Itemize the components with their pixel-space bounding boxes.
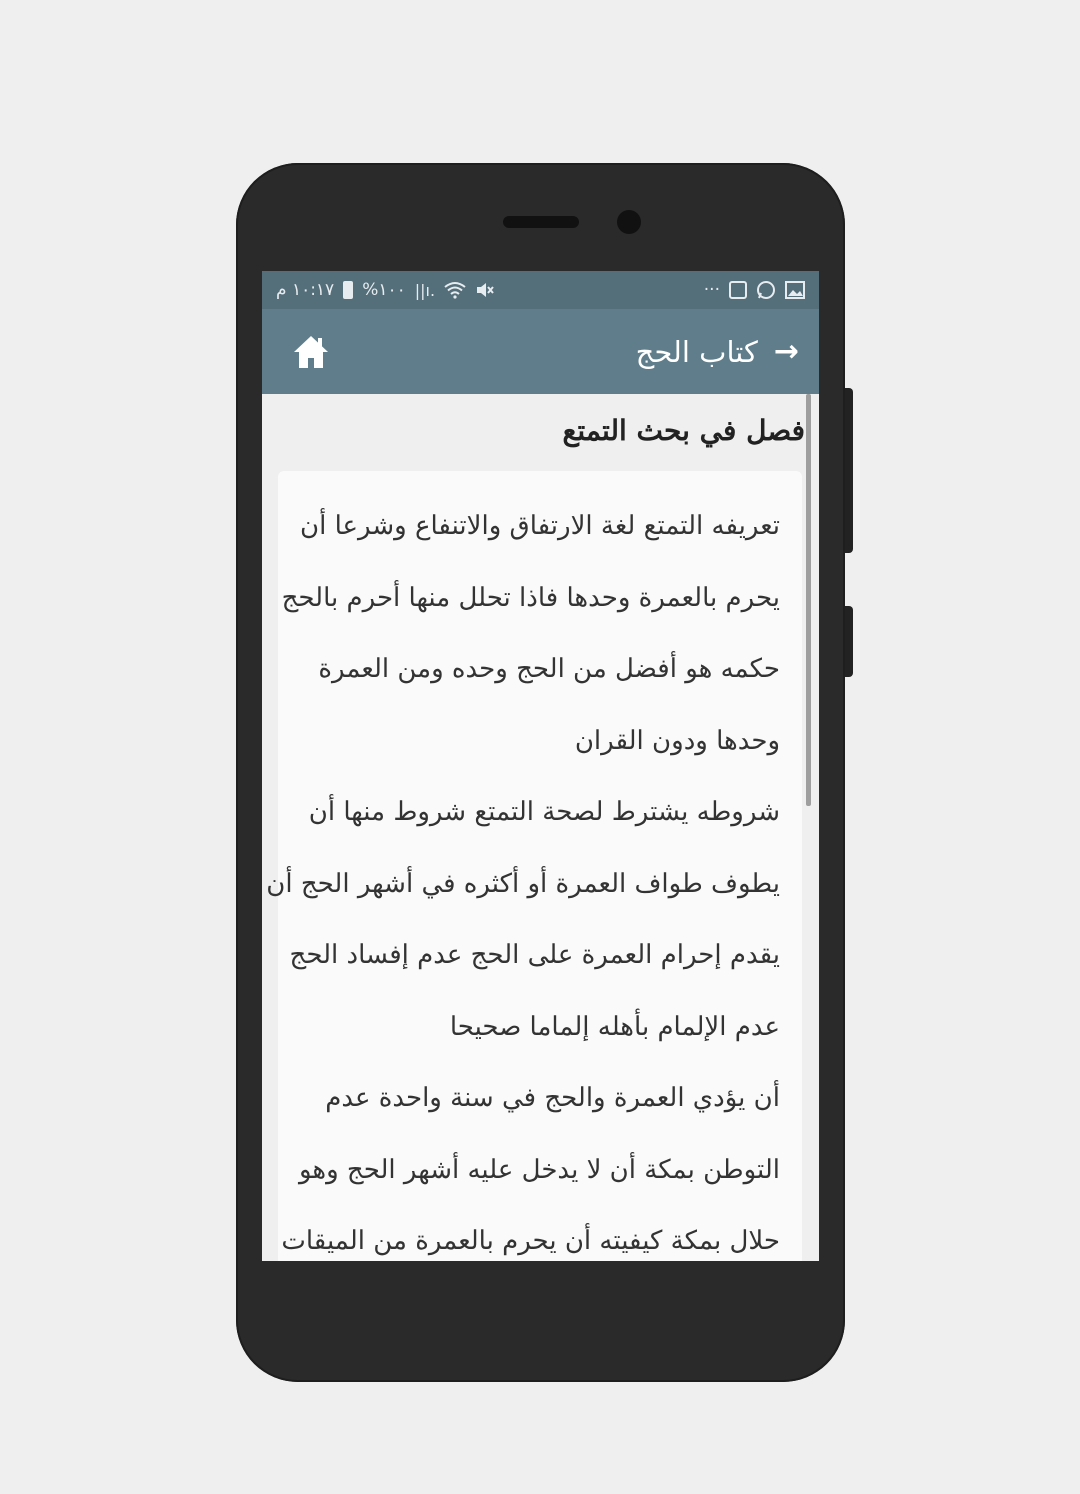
text-line: حكمه هو أفضل من الحج وحده ومن العمرة [318,654,780,684]
text-line: حلال بمكة كيفيته أن يحرم بالعمرة من الميقات [281,1226,780,1256]
battery-icon [343,281,353,299]
content-area[interactable] [262,394,819,1261]
power-button [845,388,853,553]
text-line: وحدها ودون القران [574,725,780,756]
status-right [704,280,805,300]
text-card [266,471,802,1261]
mute-icon [475,281,495,299]
back-arrow-icon[interactable]: → [773,334,799,369]
text-line: أن يؤدي العمرة والحج في سنة واحدة عدم [325,1083,780,1113]
phone-camera [617,210,641,234]
title-group [636,334,799,369]
image-icon [785,281,805,299]
volume-button [845,606,853,677]
battery-percent: %١٠٠ [362,280,406,300]
wifi-icon [444,281,466,299]
signal-icon: ||ı. [414,280,436,300]
app-bar [262,309,819,394]
text-line: تعريفه التمتع لغة الارتفاق والاتنفاع وشرعا أن [300,511,780,541]
text-line: يقدم إحرام العمرة على الحج عدم إفساد الحج [289,940,780,970]
status-bar [262,271,819,309]
status-time: ١٠:١٧ م [276,280,335,300]
section-title: فصل في بحث التمتع [562,414,805,447]
page-title: كتاب الحج [635,334,758,369]
text-line: يحرم بالعمرة وحدها فاذا تحلل منها أحرم بالحج [281,582,780,613]
text-line: شروطه يشترط لصحة التمتع شروط منها أن [308,797,780,827]
scrollbar[interactable] [806,394,811,806]
phone-screen [262,271,819,1261]
status-left [276,280,495,300]
text-line: عدم الإلمام بأهله إلماما صحيحا [449,1011,780,1042]
text-line: التوطن بمكة أن لا يدخل عليه أشهر الحج وهو [298,1154,780,1185]
text-body [266,491,780,1261]
more-dots-icon: ··· [703,280,720,300]
whatsapp-icon [756,280,776,300]
notification-icon [729,281,747,299]
text-line: يطوف طواف العمرة أو أكثره في أشهر الحج أن [266,868,780,899]
phone-speaker [503,216,579,228]
home-icon[interactable] [292,333,330,371]
